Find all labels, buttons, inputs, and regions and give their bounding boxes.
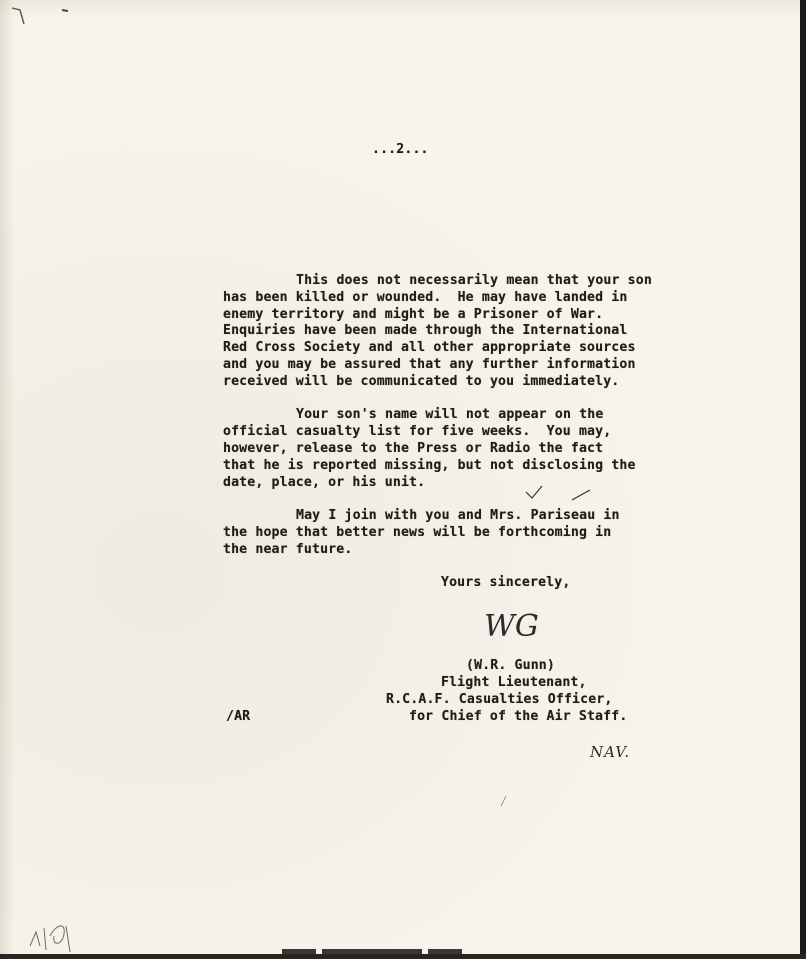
paragraph-3-line: May I join with you and Mrs. Pariseau in: [296, 508, 620, 523]
paragraph-1-line: This does not necessarily mean that your son: [296, 273, 652, 288]
paragraph-1-line: has been killed or wounded. He may have landed in: [223, 290, 628, 305]
paragraph-3-line: the near future.: [223, 542, 353, 557]
margin-scribble-icon: [26, 906, 82, 959]
signatory-office: for Chief of the Air Staff.: [409, 709, 628, 724]
staple-mark-icon: [10, 4, 70, 33]
signatory-name: (W.R. Gunn): [466, 658, 555, 673]
handwritten-note: NAV.: [590, 743, 631, 761]
closing: Yours sincerely,: [441, 575, 571, 590]
paragraph-2-line: Your son's name will not appear on the: [296, 407, 604, 422]
page-number: ...2...: [372, 142, 429, 157]
signatory-rank: Flight Lieutenant,: [441, 675, 587, 690]
typist-reference: /AR: [226, 709, 251, 724]
paragraph-2-line: date, place, or his unit.: [223, 475, 426, 490]
paragraph-1-line: enemy territory and might be a Prisoner of War.: [223, 307, 604, 322]
paragraph-1-line: Enquiries have been made through the International: [223, 323, 628, 338]
paragraph-2-line: that he is reported missing, but not disclosing the: [223, 458, 636, 473]
pen-stroke-icon: [498, 794, 508, 813]
paragraph-1-line: Red Cross Society and all other appropriate sources: [223, 340, 636, 355]
paragraph-2-line: however, release to the Press or Radio the fact: [223, 441, 604, 456]
check-marks-icon: [520, 480, 600, 509]
signatory-title: R.C.A.F. Casualties Officer,: [386, 692, 613, 707]
paragraph-2-line: official casualty list for five weeks. You may,: [223, 424, 612, 439]
paragraph-1-line: received will be communicated to you immediately.: [223, 374, 620, 389]
binding-tabs: [282, 949, 462, 954]
paragraph-1-line: and you may be assured that any further information: [223, 357, 636, 372]
page-edge: [800, 0, 806, 954]
signature-initials: WG: [484, 609, 539, 644]
paragraph-3-line: the hope that better news will be forthcoming in: [223, 525, 612, 540]
